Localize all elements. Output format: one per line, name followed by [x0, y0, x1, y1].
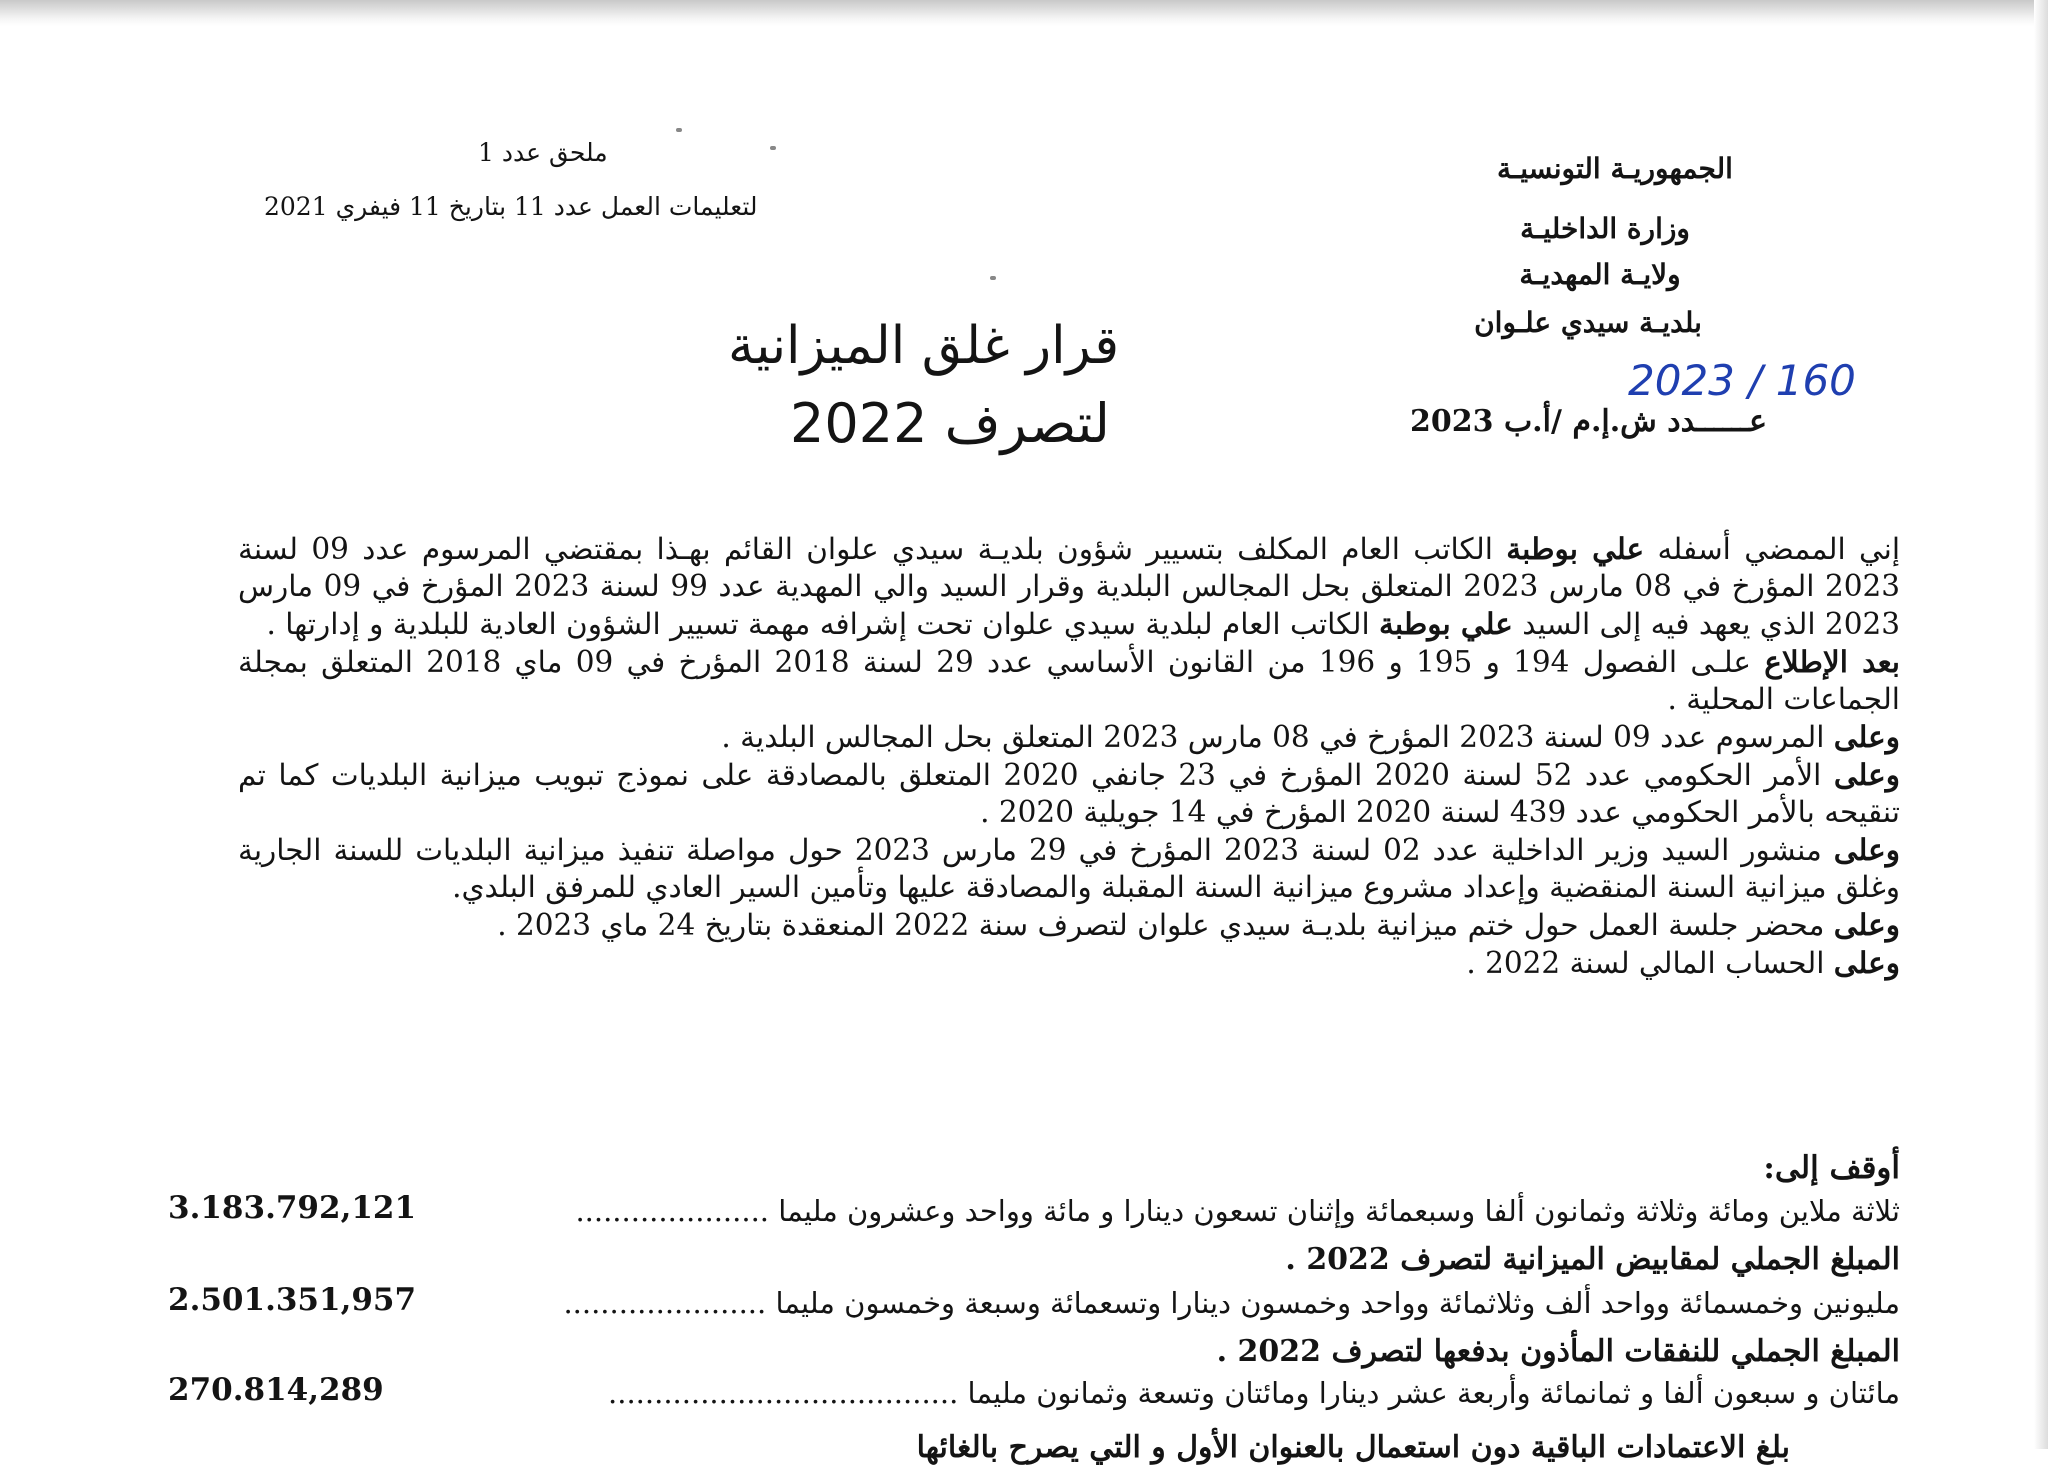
paragraph-text: الحساب المالي لسنة 2022 . [1466, 946, 1834, 980]
amount-row-receipts [168, 1282, 1900, 1326]
signatory-name: علي بوطبة [1506, 531, 1645, 566]
amount-figure: 3.183.792,121 [168, 1190, 417, 1226]
paragraph-text: محضر جلسة العمل حول ختم ميزانية بلديـة سيدي علوان لتصرف سنة 2022 المنعقدة بتاريخ 24 ماي 2023 . [497, 908, 1834, 942]
scan-speck [990, 276, 996, 280]
handwritten-number: 2023 / 160 [1628, 356, 1856, 405]
amount-figure: 270.814,289 [168, 1372, 384, 1408]
lead-word: وعلى [1833, 757, 1901, 792]
lead-word: وعلى [1833, 832, 1900, 867]
paragraph-legal-ref [238, 756, 1900, 831]
amount-in-words: ثلاثة ملاين ومائة وثلاثة وثمانون ألفا وسبعمائة وإثنان تسعون دينارا و مائة وواحد وعشرون مليما ..................... [575, 1194, 1900, 1228]
annex-number: ملحق عدد 1 [478, 138, 608, 167]
paragraph-legal-ref [238, 643, 1900, 718]
lead-word: وعلى [1833, 719, 1900, 754]
lead-word: بعد الإطلاع [1764, 644, 1901, 679]
amount-row-expenses [168, 1372, 1900, 1416]
lead-word: وعلى [1833, 945, 1900, 980]
scan-speck [676, 128, 682, 132]
scan-speck [770, 146, 776, 150]
document-subtitle: لتصرف 2022 [790, 392, 1110, 455]
reference-number: عــــــدد ش.إ.م /أ.ب 2023 [1410, 404, 1767, 439]
paragraph-text: علـى الفصول 194 و 195 و 196 من القانون الأساسي عدد 29 لسنة 2018 المؤرخ في 09 ماي 2018 المتعلق بمجلة الجماعات المحلية . [238, 645, 1900, 716]
paragraph-preamble [238, 530, 1900, 643]
amount-in-words: مليونين وخمسمائة وواحد ألف وثلاثمائة وواحد وخمسون دينارا وتسعمائة وسبعة وخمسون مليما ...................... [563, 1286, 1900, 1320]
paragraph-text: الأمر الحكومي عدد 52 لسنة 2020 المؤرخ في 23 جانفي 2020 المتعلق بالمصادقة على نموذج تبويب ميزانية البلديات كما تم تنقيحه بالأمر الحكومي عدد 439 لسنة 2020 المؤرخ في 14 جويلية 2020 . [238, 758, 1900, 829]
document-title: قرار غلق الميزانية [728, 316, 1120, 376]
amount-figure: 2.501.351,957 [168, 1282, 417, 1318]
paragraph-legal-ref [238, 718, 1900, 756]
amount-row-total [168, 1190, 1900, 1234]
lead-word: وعلى [1833, 907, 1900, 942]
receipts-heading: المبلغ الجملي لمقابيض الميزانية لتصرف 2022 . [1285, 1242, 1900, 1277]
header-governorate: ولايـة المهديـة [1519, 258, 1681, 291]
decision-section [168, 1150, 1900, 1465]
amount-in-words: مائتان و سبعون ألفا و ثمانمائة وأربعة عشر دينارا ومائتان وتسعة وثمانون مليما ...................................... [608, 1376, 1900, 1410]
header-ministry: وزارة الداخليـة [1520, 212, 1690, 245]
paragraph-text: المرسوم عدد 09 لسنة 2023 المؤرخ في 08 مارس 2023 المتعلق بحل المجالس البلدية . [721, 720, 1834, 754]
paragraph-text: منشور السيد وزير الداخلية عدد 02 لسنة 2023 المؤرخ في 29 مارس 2023 حول مواصلة تنفيذ ميزانية البلديات للسنة الجارية وغلق ميزانية السنة المنقضية وإعداد مشروع ميزانية السنة المقبلة والمصادقة عليها وتأمين السير العادي للمرفق البلدي. [238, 833, 1900, 904]
scan-top-shadow [0, 0, 2048, 26]
decision-heading: أوقف إلى: [1763, 1150, 1900, 1186]
preamble-text: الكاتب العام المكلف بتسيير شؤون بلديـة سيدي علوان القائم بهـذا بمقتضي المرسوم عدد 09 لسنة 2023 المؤرخ في 08 مارس 2023 المتعلق بحل المجالس البلدية وقرار السيد والي المهدية عدد 99 لسنة 2023 المؤرخ في 09 مارس 2023 الذي يعهد فيه إلى السيد [238, 532, 1901, 641]
preamble-text: الكاتب العام لبلدية سيدي علوان تحت إشرافه مهمة تسيير الشؤون العادية للبلدية و إدارتها . [266, 607, 1380, 641]
header-municipality: بلديـة سيدي علـوان [1474, 306, 1702, 339]
paragraph-legal-ref [238, 906, 1900, 944]
preamble-text: إني الممضي أسفله [1644, 532, 1901, 566]
document-body [238, 530, 1900, 982]
cut-off-line: بلغ الاعتمادات الباقية دون استعمال بالعنوان الأول و التي يصرح بالغائها [916, 1430, 1790, 1465]
scan-right-shadow [2034, 0, 2048, 1449]
annex-instruction: لتعليمات العمل عدد 11 بتاريخ 11 فيفري 2021 [264, 192, 758, 221]
expenses-heading: المبلغ الجملي للنفقات المأذون بدفعها لتصرف 2022 . [1216, 1334, 1900, 1369]
paragraph-legal-ref [238, 831, 1900, 906]
header-republic: الجمهوريـة التونسيـة [1497, 152, 1733, 185]
signatory-name: علي بوطبة [1379, 606, 1513, 641]
paragraph-legal-ref [238, 944, 1900, 982]
